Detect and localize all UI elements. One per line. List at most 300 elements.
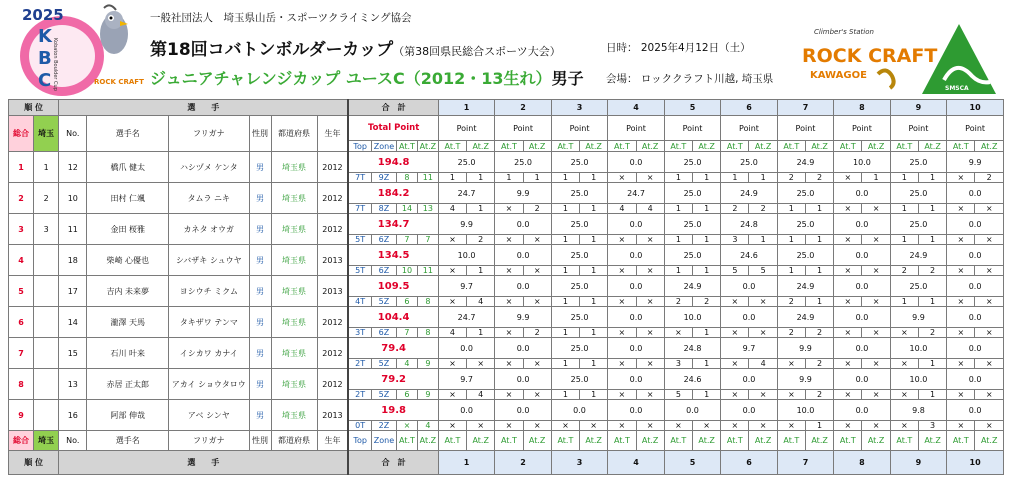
problem-att: × xyxy=(438,297,466,307)
problem-att: 1 xyxy=(890,297,918,307)
problem-point: 10.0 xyxy=(890,338,946,359)
problem-header-4: 4 xyxy=(608,100,664,116)
category-sex: 男子 xyxy=(551,69,584,88)
athlete-row xyxy=(9,276,1004,297)
rank-header: 順 位 xyxy=(9,100,59,116)
problem-atz: 1 xyxy=(749,235,777,245)
problem-att: × xyxy=(608,390,636,400)
athlete-sex: 男 xyxy=(249,214,271,245)
category-title xyxy=(150,66,584,89)
bottom-label-row xyxy=(9,431,1004,451)
athlete-furigana: タムラ ニキ xyxy=(169,183,250,214)
athlete-furigana: シバザキ シュウヤ xyxy=(169,245,250,276)
athlete-born: 2012 xyxy=(317,152,348,183)
problem-att: 1 xyxy=(890,204,918,214)
problem-att: × xyxy=(721,359,749,369)
logo-year: 2025 xyxy=(22,6,64,24)
point-label-7: Point xyxy=(777,116,833,141)
problem-atz: × xyxy=(467,359,495,369)
problem-header-5: 5 xyxy=(664,100,720,116)
atz-label-8: At.Z xyxy=(862,141,890,152)
problem-point: 10.0 xyxy=(834,152,890,173)
athlete-furigana: ヨシウチ ミクム xyxy=(169,276,250,307)
problem-atz: × xyxy=(749,421,777,431)
problem-point: 25.0 xyxy=(438,152,494,173)
problem-point: 0.0 xyxy=(947,307,1004,328)
point-label-3: Point xyxy=(551,116,607,141)
athlete-atz: 8 xyxy=(417,297,438,307)
athlete-no: 18 xyxy=(59,245,87,276)
problem-atz: 1 xyxy=(805,235,833,245)
footer-problem-10: 10 xyxy=(947,451,1004,475)
bottom-name-label: 選手名 xyxy=(87,431,169,451)
problem-atz: × xyxy=(523,421,551,431)
problem-point: 9.9 xyxy=(495,307,551,328)
athlete-sex: 男 xyxy=(249,276,271,307)
problem-point: 9.9 xyxy=(495,183,551,204)
problem-point: 0.0 xyxy=(947,338,1004,359)
problem-atz: × xyxy=(975,421,1004,431)
problem-point: 0.0 xyxy=(608,369,664,390)
problem-point: 25.0 xyxy=(777,214,833,235)
bottom-atz-label: At.Z xyxy=(417,431,438,451)
problem-atz: 1 xyxy=(580,266,608,276)
problem-att: × xyxy=(495,328,523,338)
saitama-rank: 3 xyxy=(34,214,59,245)
problem-att: × xyxy=(664,328,692,338)
athlete-sex: 男 xyxy=(249,307,271,338)
athlete-zone: 6Z xyxy=(371,328,396,338)
problem-point: 25.0 xyxy=(890,276,946,297)
problem-atz: 2 xyxy=(918,328,946,338)
problem-point: 0.0 xyxy=(608,307,664,328)
footer-problem-4: 4 xyxy=(608,451,664,475)
saitama-rank xyxy=(34,338,59,369)
problem-atz: × xyxy=(523,390,551,400)
saitama-rank xyxy=(34,276,59,307)
problem-att: 1 xyxy=(551,204,579,214)
problem-att: × xyxy=(721,328,749,338)
problem-point: 9.7 xyxy=(438,369,494,390)
problem-att: 1 xyxy=(438,173,466,183)
athlete-row xyxy=(9,214,1004,235)
athlete-att: 7 xyxy=(397,328,418,338)
problem-atz: × xyxy=(523,359,551,369)
problem-atz: 2 xyxy=(805,173,833,183)
athlete-furigana: ハシヅメ ケンタ xyxy=(169,152,250,183)
athlete-total: 79.2 xyxy=(348,369,438,390)
no-label: No. xyxy=(59,116,87,152)
athlete-att: 8 xyxy=(397,173,418,183)
footer-problem-6: 6 xyxy=(721,451,777,475)
problem-point: 0.0 xyxy=(947,245,1004,266)
atz-label-10: At.Z xyxy=(975,141,1004,152)
problem-point: 24.9 xyxy=(890,245,946,266)
athlete-born: 2013 xyxy=(317,400,348,431)
athlete-atz: 8 xyxy=(417,328,438,338)
problem-point: 10.0 xyxy=(890,369,946,390)
problem-point: 10.0 xyxy=(438,245,494,266)
problem-att: 1 xyxy=(890,235,918,245)
athlete-zone: 6Z xyxy=(371,266,396,276)
problem-point: 0.0 xyxy=(495,369,551,390)
problem-atz: 1 xyxy=(918,390,946,400)
athlete-pref: 埼玉県 xyxy=(271,245,317,276)
problem-atz: × xyxy=(749,328,777,338)
problem-atz: × xyxy=(749,390,777,400)
problem-point: 24.8 xyxy=(721,214,777,235)
bottom-att-label-1: At.T xyxy=(438,431,466,451)
athlete-no: 12 xyxy=(59,152,87,183)
athlete-top: 2T xyxy=(348,390,371,400)
att-label-9: At.T xyxy=(890,141,918,152)
problem-point: 0.0 xyxy=(721,400,777,421)
problem-point: 25.0 xyxy=(664,152,720,173)
problem-att: × xyxy=(947,266,975,276)
bottom-atz-label-9: At.Z xyxy=(918,431,946,451)
problem-point: 0.0 xyxy=(495,338,551,359)
problem-point: 24.9 xyxy=(721,183,777,204)
problem-att: × xyxy=(777,421,805,431)
athlete-atz: 13 xyxy=(417,204,438,214)
rock-logo-top: Climber's Station xyxy=(814,28,874,36)
athlete-sex: 男 xyxy=(249,400,271,431)
problem-atz: 1 xyxy=(693,328,721,338)
footer-problem-8: 8 xyxy=(834,451,890,475)
pref-label: 都道府県 xyxy=(271,116,317,152)
bottom-atz-label-10: At.Z xyxy=(975,431,1004,451)
problem-point: 25.0 xyxy=(551,214,607,235)
problem-att: × xyxy=(947,390,975,400)
athlete-att: 6 xyxy=(397,390,418,400)
problem-atz: 2 xyxy=(805,359,833,369)
problem-point: 25.0 xyxy=(890,214,946,235)
att-label-4: At.T xyxy=(608,141,636,152)
problem-atz: × xyxy=(975,297,1004,307)
att-label-3: At.T xyxy=(551,141,579,152)
problem-att: 2 xyxy=(777,297,805,307)
athlete-total: 194.8 xyxy=(348,152,438,173)
atz-label-4: At.Z xyxy=(636,141,664,152)
player-header: 選 手 xyxy=(59,100,349,116)
problem-point: 25.0 xyxy=(551,369,607,390)
problem-att: × xyxy=(495,359,523,369)
athlete-pref: 埼玉県 xyxy=(271,214,317,245)
atz-label-6: At.Z xyxy=(749,141,777,152)
problem-point: 25.0 xyxy=(495,152,551,173)
athlete-zone: 5Z xyxy=(371,390,396,400)
problem-att: × xyxy=(495,204,523,214)
atz-label-5: At.Z xyxy=(693,141,721,152)
athlete-att: × xyxy=(397,421,418,431)
climber-icon xyxy=(878,70,894,88)
problem-atz: 1 xyxy=(805,266,833,276)
problem-att: × xyxy=(608,421,636,431)
athlete-name: 田村 仁颯 xyxy=(87,183,169,214)
problem-att: × xyxy=(608,266,636,276)
athlete-pref: 埼玉県 xyxy=(271,369,317,400)
title-sub: （第38回県民総合スポーツ大会） xyxy=(393,45,561,58)
point-label-6: Point xyxy=(721,116,777,141)
overall-rank: 3 xyxy=(9,214,34,245)
problem-atz: × xyxy=(523,266,551,276)
problem-att: × xyxy=(438,235,466,245)
athlete-born: 2012 xyxy=(317,338,348,369)
problem-point: 0.0 xyxy=(947,214,1004,235)
athlete-zone: 2Z xyxy=(371,421,396,431)
problem-atz: 2 xyxy=(523,204,551,214)
problem-point: 25.0 xyxy=(551,152,607,173)
problem-att: × xyxy=(834,390,862,400)
bottom-att-label-4: At.T xyxy=(608,431,636,451)
problem-atz: 1 xyxy=(580,390,608,400)
problem-att: × xyxy=(947,328,975,338)
problem-header-3: 3 xyxy=(551,100,607,116)
problem-att: 4 xyxy=(438,204,466,214)
bottom-overall-label: 総合 xyxy=(9,431,34,451)
problem-point: 25.0 xyxy=(551,183,607,204)
problem-atz: 1 xyxy=(918,173,946,183)
logo-letter-k: K xyxy=(38,26,52,47)
problem-point: 0.0 xyxy=(495,214,551,235)
att-label-10: At.T xyxy=(947,141,975,152)
athlete-row xyxy=(9,307,1004,328)
athlete-furigana: イシカワ カナイ xyxy=(169,338,250,369)
saitama-rank: 2 xyxy=(34,183,59,214)
problem-att: × xyxy=(947,297,975,307)
point-label-2: Point xyxy=(495,116,551,141)
problem-att: × xyxy=(777,390,805,400)
problem-point: 0.0 xyxy=(608,245,664,266)
bottom-atz-label-4: At.Z xyxy=(636,431,664,451)
problem-point: 25.0 xyxy=(664,245,720,266)
problem-point: 0.0 xyxy=(834,276,890,297)
problem-att: × xyxy=(890,328,918,338)
problem-att: 3 xyxy=(664,359,692,369)
problem-att: 2 xyxy=(890,266,918,276)
problem-atz: × xyxy=(523,235,551,245)
problem-att: 3 xyxy=(721,235,749,245)
problem-att: 1 xyxy=(551,359,579,369)
athlete-born: 2012 xyxy=(317,183,348,214)
problem-point: 25.0 xyxy=(551,307,607,328)
problem-att: × xyxy=(551,421,579,431)
problem-atz: × xyxy=(636,421,664,431)
saitama-rank xyxy=(34,400,59,431)
problem-point: 24.9 xyxy=(664,276,720,297)
overall-rank: 7 xyxy=(9,338,34,369)
footer-problem-1: 1 xyxy=(438,451,494,475)
problem-atz: 1 xyxy=(918,297,946,307)
problem-point: 25.0 xyxy=(890,152,946,173)
problem-atz: × xyxy=(862,266,890,276)
problem-atz: × xyxy=(862,328,890,338)
problem-atz: 1 xyxy=(580,173,608,183)
problem-atz: 2 xyxy=(975,173,1004,183)
problem-atz: × xyxy=(975,359,1004,369)
smsca-logo xyxy=(920,22,998,96)
athlete-top: 7T xyxy=(348,204,371,214)
bottom-att-label-5: At.T xyxy=(664,431,692,451)
problem-att: 5 xyxy=(664,390,692,400)
problem-att: 1 xyxy=(551,297,579,307)
athlete-born: 2012 xyxy=(317,369,348,400)
athlete-top: 4T xyxy=(348,297,371,307)
rock-craft-mini-logo-icon xyxy=(94,78,144,86)
problem-att: × xyxy=(608,235,636,245)
att-label-6: At.T xyxy=(721,141,749,152)
footer-problem-7: 7 xyxy=(777,451,833,475)
problem-point: 0.0 xyxy=(834,245,890,266)
atz-label-9: At.Z xyxy=(918,141,946,152)
title-main: 第18回コバトンボルダーカップ xyxy=(150,40,394,60)
bottom-atz-label-2: At.Z xyxy=(523,431,551,451)
point-label-5: Point xyxy=(664,116,720,141)
problem-att: × xyxy=(664,421,692,431)
problem-att: × xyxy=(608,173,636,183)
problem-header-8: 8 xyxy=(834,100,890,116)
problem-att: × xyxy=(438,390,466,400)
logo-letter-b: B xyxy=(38,48,52,69)
athlete-name: 吉内 未来夢 xyxy=(87,276,169,307)
problem-atz: 1 xyxy=(467,328,495,338)
problem-atz: 1 xyxy=(580,297,608,307)
problem-att: × xyxy=(834,421,862,431)
overall-rank: 5 xyxy=(9,276,34,307)
problem-atz: × xyxy=(693,421,721,431)
bottom-att-label-6: At.T xyxy=(721,431,749,451)
problem-header-7: 7 xyxy=(777,100,833,116)
athlete-atz: 9 xyxy=(417,390,438,400)
problem-att: 1 xyxy=(777,204,805,214)
problem-point: 24.7 xyxy=(438,183,494,204)
problem-att: 2 xyxy=(777,173,805,183)
rock-logo-sub: KAWAGOE xyxy=(810,70,867,81)
problem-att: × xyxy=(495,421,523,431)
att-label-1: At.T xyxy=(438,141,466,152)
bottom-att-label-8: At.T xyxy=(834,431,862,451)
athlete-name: 金田 桜雅 xyxy=(87,214,169,245)
athlete-total: 134.7 xyxy=(348,214,438,235)
problem-atz: 1 xyxy=(693,173,721,183)
problem-atz: × xyxy=(975,390,1004,400)
problem-att: 1 xyxy=(890,173,918,183)
problem-atz: × xyxy=(975,204,1004,214)
att-label-2: At.T xyxy=(495,141,523,152)
problem-point: 9.7 xyxy=(721,338,777,359)
problem-att: × xyxy=(495,266,523,276)
athlete-no: 10 xyxy=(59,183,87,214)
problem-att: × xyxy=(495,297,523,307)
problem-atz: 4 xyxy=(467,390,495,400)
athlete-top: 7T xyxy=(348,173,371,183)
problem-point: 0.0 xyxy=(834,183,890,204)
problem-point: 9.8 xyxy=(890,400,946,421)
problem-point: 0.0 xyxy=(947,369,1004,390)
problem-atz: 1 xyxy=(805,204,833,214)
problem-att: 2 xyxy=(721,204,749,214)
problem-atz: × xyxy=(467,421,495,431)
footer-problem-3: 3 xyxy=(551,451,607,475)
problem-point: 24.9 xyxy=(777,276,833,297)
problem-atz: 4 xyxy=(467,297,495,307)
problem-att: 1 xyxy=(664,235,692,245)
problem-att: 1 xyxy=(551,266,579,276)
athlete-pref: 埼玉県 xyxy=(271,338,317,369)
rock-craft-logo xyxy=(800,24,938,96)
problem-point: 24.9 xyxy=(777,152,833,173)
athlete-sex: 男 xyxy=(249,338,271,369)
problem-point: 0.0 xyxy=(438,400,494,421)
att-label: At.T xyxy=(397,141,418,152)
bottom-pref-label: 都道府県 xyxy=(271,431,317,451)
results-body xyxy=(9,100,1004,475)
point-label-9: Point xyxy=(890,116,946,141)
problem-att: × xyxy=(834,297,862,307)
footer-total: 合 計 xyxy=(348,451,438,475)
problem-atz: 1 xyxy=(918,359,946,369)
problem-att: × xyxy=(947,421,975,431)
athlete-born: 2012 xyxy=(317,214,348,245)
problem-atz: 1 xyxy=(862,173,890,183)
athlete-name: 赤居 正太郎 xyxy=(87,369,169,400)
problem-att: × xyxy=(608,297,636,307)
problem-atz: × xyxy=(975,235,1004,245)
problem-point: 24.7 xyxy=(438,307,494,328)
problem-atz: × xyxy=(636,235,664,245)
bottom-att-label-7: At.T xyxy=(777,431,805,451)
problem-atz: 2 xyxy=(693,297,721,307)
problem-atz: 2 xyxy=(749,204,777,214)
saitama-rank: 1 xyxy=(34,152,59,183)
problem-atz: 5 xyxy=(749,266,777,276)
problem-att: × xyxy=(890,359,918,369)
overall-rank: 6 xyxy=(9,307,34,338)
athlete-furigana: アベ シンヤ xyxy=(169,400,250,431)
problem-point: 0.0 xyxy=(947,400,1004,421)
point-label-4: Point xyxy=(608,116,664,141)
footer-row xyxy=(9,451,1004,475)
problem-point: 0.0 xyxy=(608,152,664,173)
athlete-no: 15 xyxy=(59,338,87,369)
problem-att: 1 xyxy=(664,266,692,276)
overall-rank: 1 xyxy=(9,152,34,183)
bottom-no-label: No. xyxy=(59,431,87,451)
point-label-1: Point xyxy=(438,116,494,141)
athlete-born: 2012 xyxy=(317,307,348,338)
athlete-att: 14 xyxy=(397,204,418,214)
bottom-saitama-label: 埼玉 xyxy=(34,431,59,451)
problem-point: 0.0 xyxy=(834,400,890,421)
athlete-row xyxy=(9,400,1004,421)
problem-point: 25.0 xyxy=(777,183,833,204)
atz-label: At.Z xyxy=(417,141,438,152)
athlete-att: 6 xyxy=(397,297,418,307)
bottom-att-label-10: At.T xyxy=(947,431,975,451)
problem-point: 0.0 xyxy=(495,276,551,297)
top-label: Top xyxy=(348,141,371,152)
athlete-atz: 11 xyxy=(417,173,438,183)
saitama-rank xyxy=(34,307,59,338)
bottom-att-label-3: At.T xyxy=(551,431,579,451)
problem-atz: × xyxy=(862,421,890,431)
athlete-total: 109.5 xyxy=(348,276,438,297)
problem-atz: 2 xyxy=(523,328,551,338)
athlete-zone: 9Z xyxy=(371,173,396,183)
problem-point: 0.0 xyxy=(664,400,720,421)
problem-att: × xyxy=(721,421,749,431)
problem-atz: 4 xyxy=(749,359,777,369)
